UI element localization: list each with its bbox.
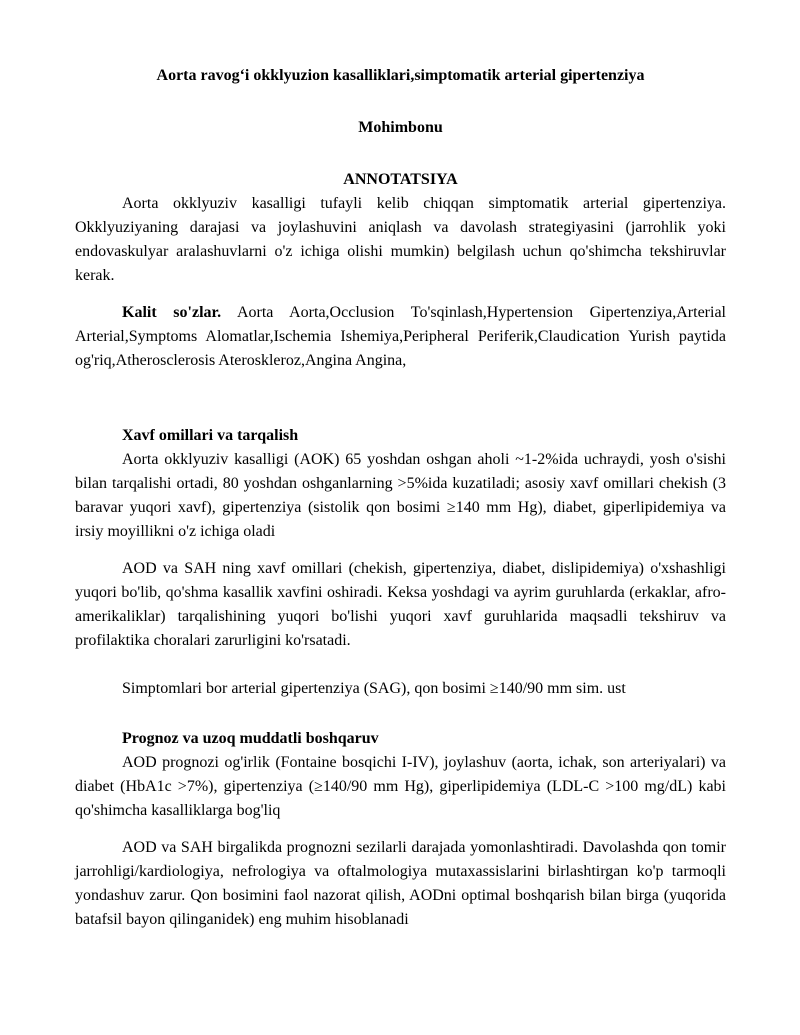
annotation-text-last: kerak.: [75, 267, 115, 284]
keywords-label: Kalit so'zlar.: [122, 304, 222, 321]
document-page: [75, 58, 726, 932]
annotation-text: [75, 192, 726, 288]
section-risk-paragraph-1: Aorta okklyuziv kasalligi (AOK) 65 yoshdan oshgan aholi ~1-2%ida uchraydi, yosh o'sishi bilan tarqalishi ortadi, 80 yoshdan oshganlarning >5%ida kuzatiladi; asosiy xavf omillari chekish (3 baravar yuqori xavf), gipertenziya (sistolik qon bosimi ≥140 mm Hg), diabet, giperlipidemiya va irsiy moyillikni o'z ichiga oladi: [75, 451, 726, 540]
keywords-paragraph: [75, 301, 726, 373]
section-risk-paragraph-2: AOD va SAH ning xavf omillari (chekish, gipertenziya, diabet, dislipidemiya) o'xshashligi yuqori bo'lib, qo'shma kasallik xavfini oshiradi. Keksa yoshdagi va ayrim guruhlarda (erkaklar, afro-amerikaliklar) tarqalishining yuqori bo'lishi yuqori xavf guruhlarida maqsadli tekshiruv va profilaktika choralari zarurligini ko'rsatadi.: [75, 560, 726, 649]
document-title: Aorta ravog‘i okklyuzion kasalliklari,simptomatik arterial gipertenziya: [156, 67, 645, 84]
section-prognosis-paragraph-2: AOD va SAH birgalikda prognozni sezilarli darajada yomonlashtiradi. Davolashda qon tomir jarrohligi/kardiologiya, nefrologiya va oftalmologiya mutaxassislarini birlashtirgan ko'p tarmoqli yondashuv zarur. Qon bosimini faol nazorat qilish, AODni optimal boshqarish bilan birga (yuqorida batafsil bayon qilinganidek) eng muhim hisoblanadi: [75, 839, 726, 928]
section-risk-paragraph-3: Simptomlari bor arterial gipertenziya (SAG), qon bosimi ≥140/90 mm sim. ust: [122, 680, 626, 697]
keywords-text: Aorta Aorta,Occlusion To'sqinlash,Hypertension Gipertenziya,Arterial Arterial,Symptoms Alomatlar,Ischemia Ishemiya,Peripheral Periferik,Claudication Yurish paytida og'riq,Atherosclerosis Ateroskleroz,Angina Angina,: [75, 304, 727, 369]
section-prognosis-heading: Prognoz va uzoq muddatli boshqaruv: [122, 730, 379, 747]
section-prognosis-paragraph-1: AOD prognozi og'irlik (Fontaine bosqichi I-IV), joylashuv (aorta, ichak, son arteriyalari) va diabet (HbA1c >7%), gipertenziya (≥140/90 mm Hg), giperlipidemiya (LDL-C >100 mg/dL) kabi qo'shimcha kasalliklarga bog'liq: [75, 754, 726, 819]
annotation-text-main: Aorta okklyuziv kasalligi tufayli kelib chiqqan simptomatik arterial gipertenziya. Okklyuziyaning darajasi va joylashuvini aniqlash va davolash strategiyasini (jarrohlik yoki endovaskulyar aralashuvlarni o'z ichiga olishi mumkin) belgilash uchun qo'shimcha tekshiruvlar: [75, 195, 726, 260]
section-risk-heading: Xavf omillari va tarqalish: [122, 427, 299, 444]
annotation-heading: ANNOTATSIYA: [343, 171, 458, 188]
author-name: Mohimbonu: [358, 119, 443, 136]
